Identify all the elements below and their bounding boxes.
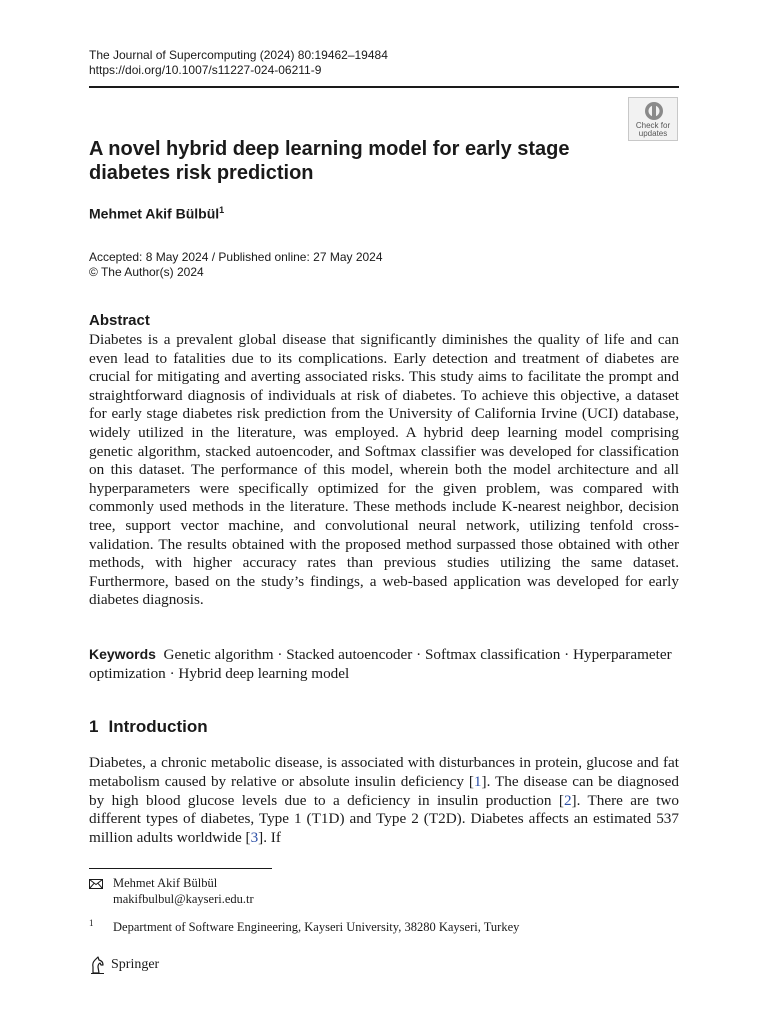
section-heading-introduction [89,717,208,737]
citation-link[interactable]: 3 [250,829,259,847]
corresponding-author-email[interactable]: makifbulbul@kayseri.edu.tr [113,892,254,906]
article-title: A novel hybrid deep learning model for early stage diabetes risk prediction [89,138,570,184]
springer-horse-icon [89,955,107,975]
copyright-line: © The Author(s) 2024 [89,265,204,279]
keywords-block [89,645,679,683]
publication-dates: Accepted: 8 May 2024 / Published online: 27 May 2024 [89,250,383,264]
publisher-name: Springer [111,957,160,972]
abstract-text: Diabetes is a prevalent global disease that significantly diminishes the quality of life and can even lead to fatalities due to its complications. Early detection and treatment of diabetes are crucial for mitigating and averting associated risks. This study aims to facilitate the prompt and straightforward diagnosis of individuals at risk of diabetes. To achieve this objective, a dataset for early stage diabetes risk prediction from the University of California Irvine (UCI) database, widely utilized in the literature, was employed. A hybrid deep learning model comprising genetic algorithm, stacked autoencoder, and Softmax classifier was developed for classification on this dataset. The performance of this model, wherein both the model architecture and all hyperparameters were specifically optimized for the given problem, was compared with commonly used methods in the literature. These methods include K-nearest neighbor, decision tree, support vector machine, and convolutional neural network, utilizing tenfold cross-validation. The results obtained with the proposed method surpassed those obtained with other methods, with higher accuracy rates than previous studies utilizing the same dataset. Furthermore, based on the study’s findings, a web-based application was developed for early diabetes diagnosis. [89,331,679,609]
introduction-paragraph [89,754,679,848]
journal-header [89,48,388,78]
publication-info [89,250,383,280]
author-line [89,205,224,222]
affiliation-number: 1 [89,918,94,928]
footnote-rule [89,868,272,869]
envelope-icon [89,879,103,889]
check-updates-label: Check for updates [635,121,671,138]
section-title: Introduction [108,717,208,736]
abstract-heading: Abstract [89,312,150,329]
author-affiliation-mark: 1 [219,205,225,215]
check-updates-icon [644,101,664,121]
intro-text-segment: Diabetes, a chronic metabolic disease, is associated with disturbances in protein, glucose and fat metabolism caused by relative or absolute insulin deficiency [ [89,754,679,790]
intro-text-segment: ]. There are two different types of diabetes, Type 1 (T1D) and Type 2 (T2D). Diabetes affects an estimated 537 million adults worldwide [ [89,791,679,847]
section-number: 1 [89,717,99,736]
check-for-updates-badge[interactable] [628,97,678,141]
header-rule [89,86,679,88]
citation-link[interactable]: 1 [473,772,482,790]
author-name[interactable]: Mehmet Akif Bülbül [89,205,220,222]
doi-link[interactable]: https://doi.org/10.1007/s11227-024-06211-9 [89,63,322,77]
intro-text-segment: ]. If [258,829,281,847]
citation-link[interactable]: 2 [563,791,572,809]
keywords-label: Keywords [89,646,156,662]
affiliation-text: Department of Software Engineering, Kayseri University, 38280 Kayseri, Turkey [113,920,520,934]
intro-text-segment: ]. The disease can be diagnosed by high blood glucose levels due to a deficiency in insulin production [ [89,772,679,809]
corresponding-author-name: Mehmet Akif Bülbül [113,876,218,890]
keywords-list: Genetic algorithm · Stacked autoencoder · Softmax classification · Hyperparameter optimization · Hybrid deep learning model [89,646,672,682]
journal-citation: The Journal of Supercomputing (2024) 80:19462–19484 [89,48,388,62]
